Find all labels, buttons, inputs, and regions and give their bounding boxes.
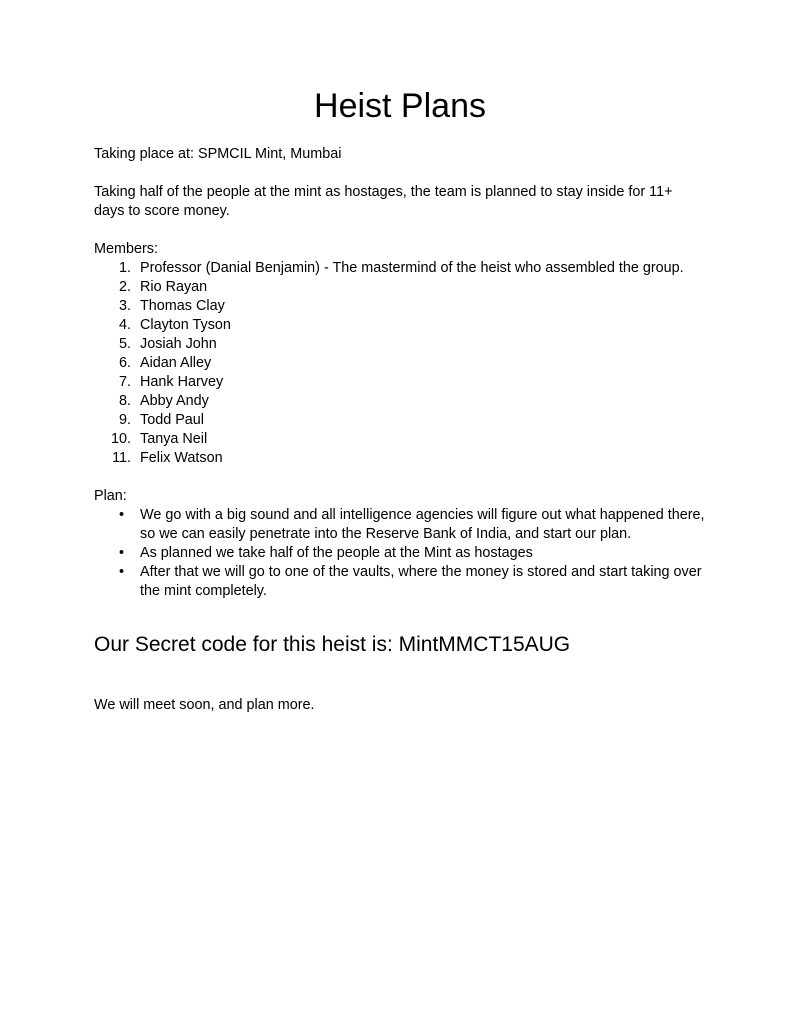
member-number: 6.: [118, 355, 131, 371]
member-name: Aidan Alley: [140, 355, 212, 371]
member-item: [94, 373, 706, 392]
member-number: 9.: [118, 412, 131, 428]
member-item: [94, 411, 706, 430]
member-item: [94, 354, 706, 373]
member-name: Felix Watson: [140, 450, 223, 466]
bullet-icon: •: [118, 564, 124, 580]
member-name: Thomas Clay: [140, 298, 225, 314]
bullet-icon: •: [118, 545, 124, 561]
member-number: 3.: [118, 298, 131, 314]
member-item: [94, 259, 706, 278]
plan-item: [94, 544, 706, 563]
member-number: 7.: [118, 374, 131, 390]
plan-list: [94, 506, 706, 601]
closing-line: We will meet soon, and plan more.: [94, 697, 315, 713]
member-item: [94, 449, 706, 468]
member-name: Todd Paul: [140, 412, 205, 428]
member-number: 8.: [118, 393, 131, 409]
member-number: 1.: [118, 260, 131, 276]
plan-text: As planned we take half of the people at the Mint as hostages: [140, 545, 533, 561]
secret-code-heading: Our Secret code for this heist is: MintMMCT15AUG: [94, 633, 571, 656]
bullet-icon: •: [118, 507, 124, 523]
member-name: Hank Harvey: [140, 374, 224, 390]
plan-label: Plan:: [94, 488, 127, 504]
location-line: Taking place at: SPMCIL Mint, Mumbai: [94, 146, 342, 162]
plan-text: We go with a big sound and all intelligence agencies will figure out what happened there, so we can easily penetrate into the Reserve Bank of India, and start our plan.: [140, 507, 705, 542]
plan-item: [94, 563, 706, 601]
member-number: 4.: [118, 317, 131, 333]
plan-item: [94, 506, 706, 544]
member-item: [94, 316, 706, 335]
member-item: [94, 297, 706, 316]
member-item: [94, 430, 706, 449]
member-number: 11.: [112, 450, 131, 466]
member-name: Tanya Neil: [140, 431, 208, 447]
member-item: [94, 392, 706, 411]
member-name: Josiah John: [140, 336, 217, 352]
plan-text: After that we will go to one of the vaults, where the money is stored and start taking over the mint completely.: [140, 564, 702, 599]
document-title: Heist Plans: [314, 87, 486, 125]
intro-paragraph: Taking half of the people at the mint as hostages, the team is planned to stay inside for 11+ days to score money.: [94, 184, 673, 219]
member-item: [94, 278, 706, 297]
member-item: [94, 335, 706, 354]
member-number: 2.: [118, 279, 131, 295]
members-label: Members:: [94, 241, 158, 257]
member-name: Professor (Danial Benjamin) - The mastermind of the heist who assembled the group.: [140, 260, 684, 276]
member-number: 5.: [118, 336, 131, 352]
members-list: [94, 259, 706, 468]
member-name: Rio Rayan: [140, 279, 208, 295]
member-name: Abby Andy: [140, 393, 209, 409]
member-number: 10.: [110, 431, 131, 447]
member-name: Clayton Tyson: [140, 317, 231, 333]
